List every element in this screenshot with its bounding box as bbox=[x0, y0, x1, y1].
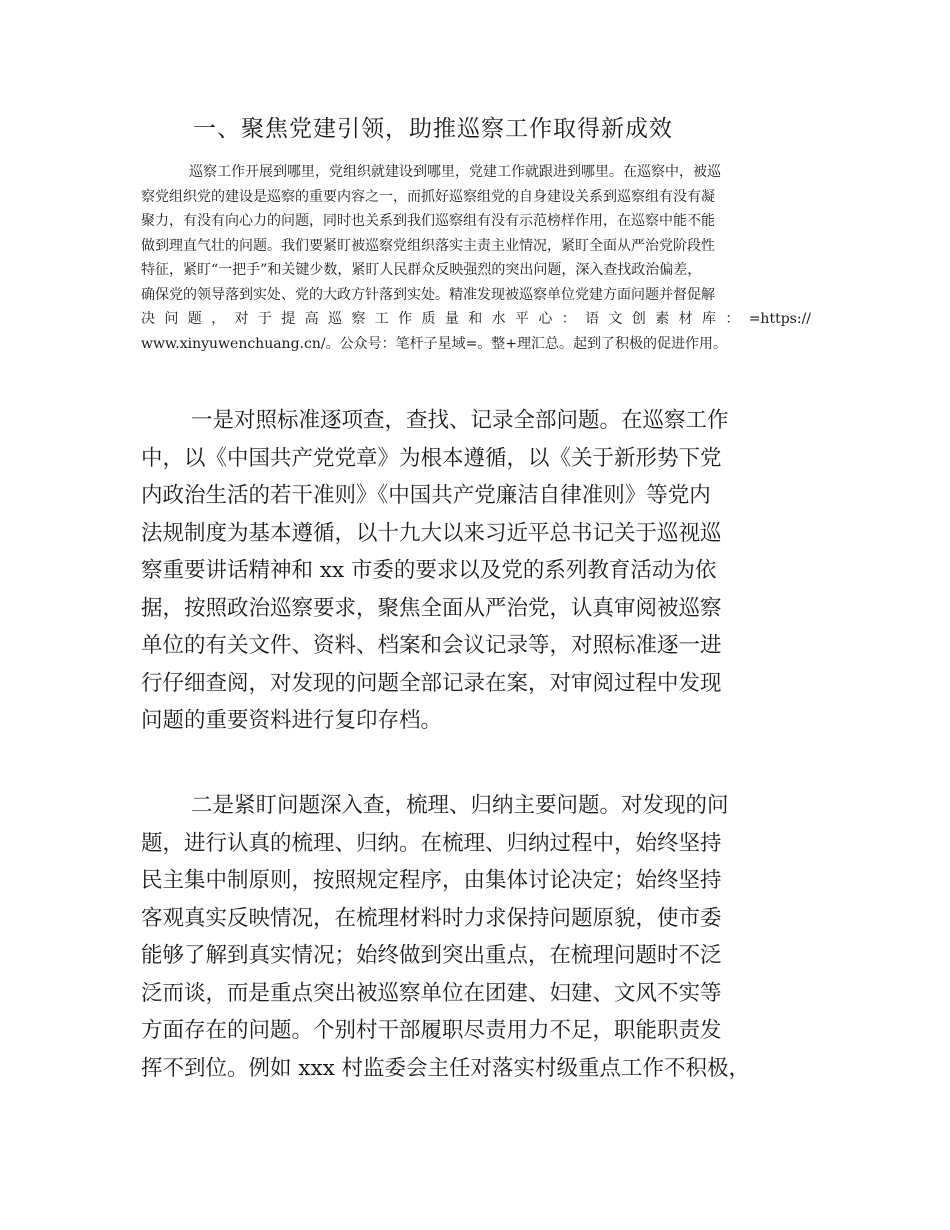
intro-paragraph bbox=[141, 160, 811, 356]
paragraph-line: 泛而谈，而是重点突出被巡察单位在团建、妇建、文风不实等 bbox=[141, 980, 722, 1006]
paragraph-line: 方面存在的问题。个别村干部履职尽责用力不足，职能职责发 bbox=[141, 1018, 722, 1043]
paragraph-line: 客观真实反映情况，在梳理材料时力求保持问题原貌，使市委 bbox=[141, 905, 722, 931]
paragraph-line: 行仔细查阅，对发现的问题全部记录在案，对审阅过程中发现 bbox=[141, 670, 722, 696]
intro-line: 巡察工作开展到哪里，党组织就建设到哪里，党建工作就跟进到哪里。在巡察中，被巡 bbox=[189, 164, 721, 180]
paragraph-line: 题，进行认真的梳理、归纳。在梳理、归纳过程中，始终坚持 bbox=[141, 830, 722, 856]
paragraph-line: 单位的有关文件、资料、档案和会议记录等，对照标准逐一进 bbox=[141, 633, 722, 658]
paragraph-line: 法规制度为基本遵循，以十九大以来习近平总书记关于巡视巡 bbox=[141, 520, 722, 546]
intro-line: 确保党的领导落到实处、党的大政方针落到实处。精准发现被巡察单位党建方面问题并督促解 bbox=[141, 286, 715, 303]
intro-line: 察党组织党的建设是巡察的重要内容之一，而抓好巡察组党的自身建设关系到巡察组有没有凝 bbox=[141, 188, 715, 205]
intro-line: 决问题，对于提高巡察工作质量和水平心：语文创素材库：=https:// bbox=[141, 311, 811, 327]
section-heading: 一、聚焦党建引领，助推巡察工作取得新成效 bbox=[193, 116, 673, 142]
paragraph-line: 中，以《中国共产党党章》为根本遵循，以《关于新形势下党 bbox=[141, 445, 722, 471]
paragraph-line: 据，按照政治巡察要求，聚焦全面从严治党，认真审阅被巡察 bbox=[141, 595, 722, 621]
intro-line: 做到理直气壮的问题。我们要紧盯被巡察党组织落实主责主业情况，紧盯全面从严治党阶段性 bbox=[141, 237, 715, 254]
paragraph-line: 内政治生活的若干准则》《中国共产党廉洁自律准则》等党内 bbox=[141, 483, 711, 508]
paragraph-two bbox=[141, 787, 813, 1087]
intro-line: www.xinyuwenchuang.cn/。公众号：笔杆子星域=。整+理汇总。起到了积极的促进作用。 bbox=[141, 335, 728, 352]
paragraph-one bbox=[141, 402, 813, 740]
paragraph-line: 一是对照标准逐项查，查找、记录全部问题。在巡察工作 bbox=[191, 408, 729, 433]
paragraph-line: 能够了解到真实情况；始终做到突出重点，在梳理问题时不泛 bbox=[141, 943, 722, 968]
paragraph-line: 二是紧盯问题深入查，梳理、归纳主要问题。对发现的问 bbox=[191, 793, 729, 818]
paragraph-line: 察重要讲话精神和 xx 市委的要求以及党的系列教育活动为依 bbox=[141, 558, 717, 583]
paragraph-line: 问题的重要资料进行复印存档。 bbox=[141, 708, 443, 733]
intro-line: 特征，紧盯“一把手”和关键少数，紧盯人民群众反映强烈的突出问题，深入查找政治偏差， bbox=[141, 262, 702, 278]
paragraph-line: 挥不到位。例如 xxx 村监委会主任对落实村级重点工作不积极， bbox=[141, 1055, 751, 1081]
intro-line: 聚力，有没有向心力的问题，同时也关系到我们巡察组有没有示范榜样作用，在巡察中能不能 bbox=[141, 213, 715, 229]
paragraph-line: 民主集中制原则，按照规定程序，由集体讨论决定；始终坚持 bbox=[141, 868, 722, 893]
